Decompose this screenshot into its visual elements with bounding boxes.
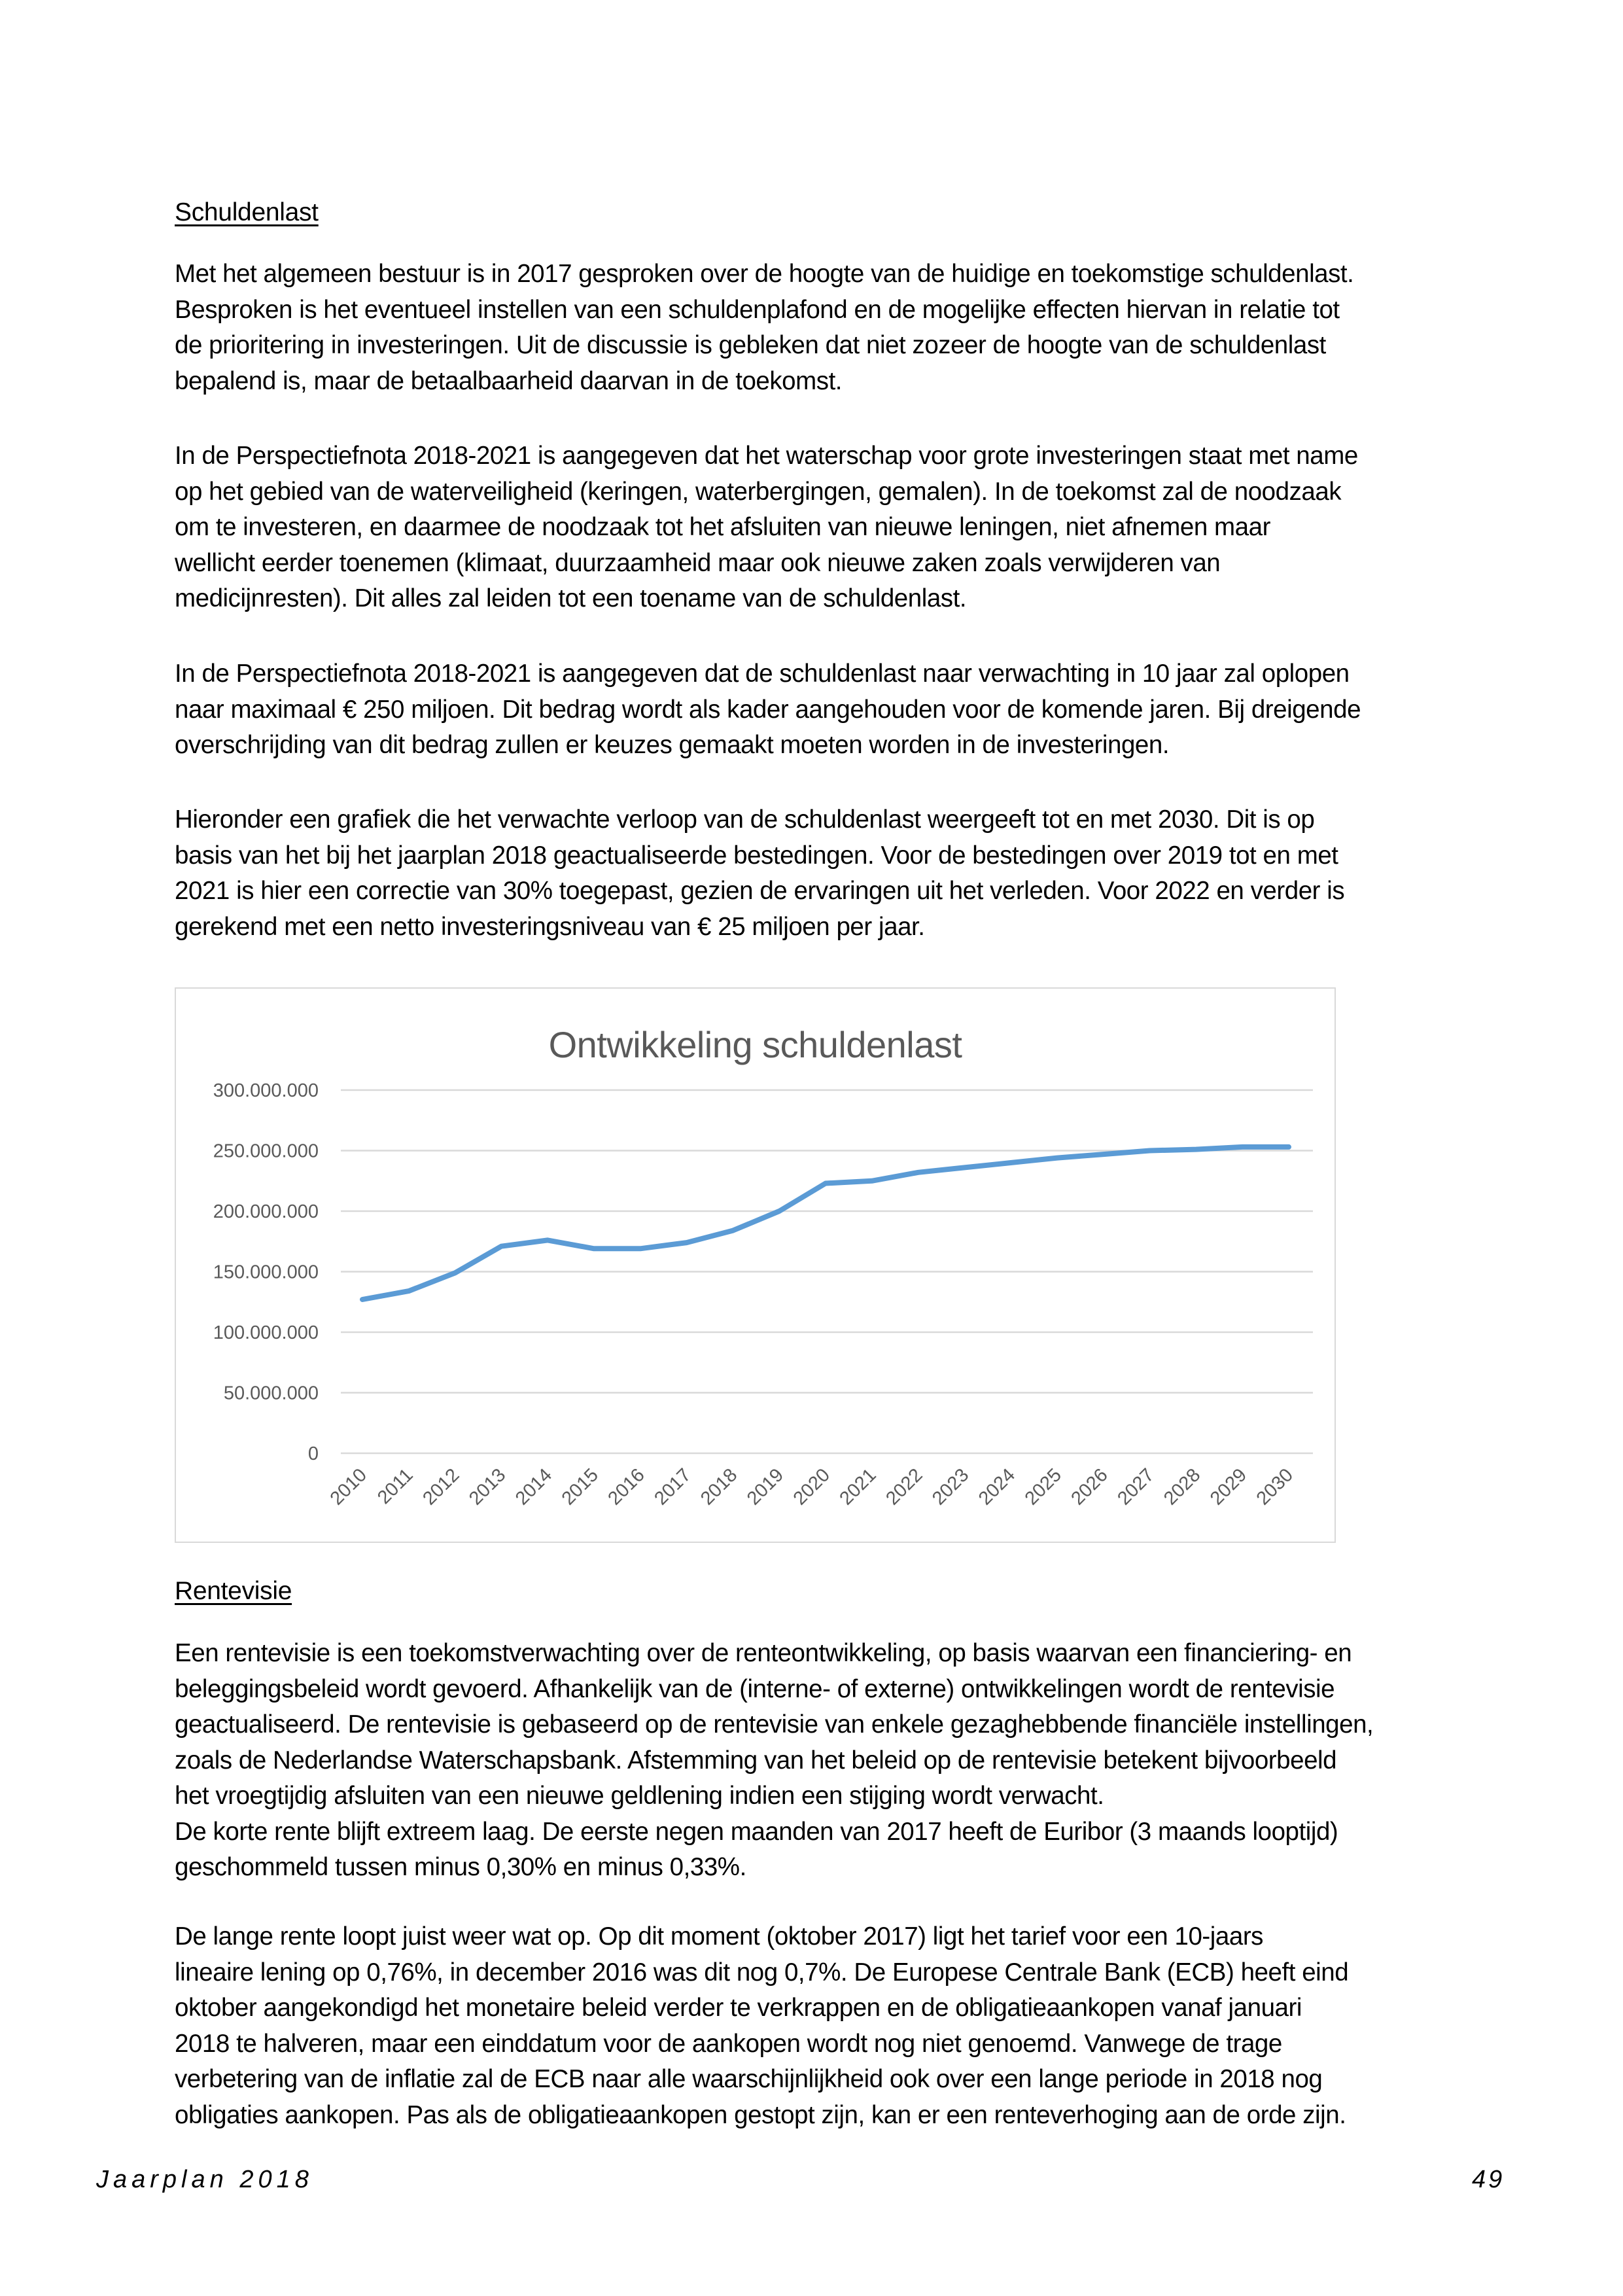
x-axis-tick-label: 2018 bbox=[697, 1464, 742, 1510]
text-line: De lange rente loopt juist weer wat op. Op dit moment (oktober 2017) ligt het tarief voor een 10-jaars bbox=[175, 1922, 1263, 1951]
text-line: Met het algemeen bestuur is in 2017 gesproken over de hoogte van de huidige en toekomstige schuldenlast. bbox=[175, 260, 1354, 288]
paragraph-schuldenlast-1 bbox=[175, 256, 1548, 399]
text-line: wellicht eerder toenemen (klimaat, duurzaamheid maar ook nieuwe zaken zoals verwijderen van bbox=[175, 548, 1221, 577]
y-axis-tick-label: 150.000.000 bbox=[213, 1262, 319, 1283]
x-axis-tick-label: 2028 bbox=[1160, 1464, 1205, 1510]
x-axis-tick-label: 2013 bbox=[465, 1464, 510, 1510]
text-line: de prioritering in investeringen. Uit de discussie is gebleken dat niet zozeer de hoogte van de schuldenlast bbox=[175, 331, 1326, 359]
x-axis-tick-label: 2019 bbox=[742, 1464, 788, 1510]
y-axis-tick-label: 300.000.000 bbox=[213, 1080, 319, 1101]
footer-document-title: Jaarplan 2018 bbox=[96, 2166, 313, 2193]
x-axis-tick-label: 2023 bbox=[928, 1464, 973, 1510]
chart-y-axis-labels bbox=[213, 1080, 319, 1464]
text-line: De korte rente blijft extreem laag. De eerste negen maanden van 2017 heeft de Euribor (3 maands looptijd) bbox=[175, 1817, 1338, 1846]
x-axis-tick-label: 2027 bbox=[1113, 1464, 1159, 1510]
x-axis-tick-label: 2016 bbox=[604, 1464, 649, 1510]
text-line: om te investeren, en daarmee de noodzaak tot het afsluiten van nieuwe leningen, niet afnemen maar bbox=[175, 513, 1270, 541]
x-axis-tick-label: 2022 bbox=[882, 1464, 927, 1510]
text-line: beleggingsbeleid wordt gevoerd. Afhankelijk van de (interne- of externe) ontwikkelingen wordt de rentevisie bbox=[175, 1674, 1335, 1703]
text-line: 2018 te halveren, maar een einddatum voor de aankopen wordt nog niet genoemd. Vanwege de trage bbox=[175, 2029, 1282, 2058]
text-line: Besproken is het eventueel instellen van een schuldenplafond en de mogelijke effecten hiervan in relatie tot bbox=[175, 295, 1340, 324]
text-line: op het gebied van de waterveiligheid (keringen, waterbergingen, gemalen). In de toekomst zal de noodzaak bbox=[175, 477, 1342, 506]
text-line: overschrijding van dit bedrag zullen er keuzes gemaakt moeten worden in de investeringen. bbox=[175, 731, 1170, 759]
text-line: Een rentevisie is een toekomstverwachting over de renteontwikkeling, op basis waarvan een financiering- en bbox=[175, 1639, 1352, 1667]
x-axis-tick-label: 2020 bbox=[789, 1464, 834, 1510]
y-axis-tick-label: 200.000.000 bbox=[213, 1201, 319, 1222]
text-line: 2021 is hier een correctie van 30% toegepast, gezien de ervaringen uit het verleden. Voor 2022 en verder is bbox=[175, 877, 1345, 905]
paragraph-schuldenlast-4 bbox=[175, 802, 1548, 945]
x-axis-tick-label: 2030 bbox=[1252, 1464, 1297, 1510]
text-line: het vroegtijdig afsluiten van een nieuwe geldlening indien een stijging wordt verwacht. bbox=[175, 1782, 1104, 1810]
text-line: Hieronder een grafiek die het verwachte verloop van de schuldenlast weergeeft tot en met 2030. Dit is op bbox=[175, 805, 1315, 834]
chart-series-line bbox=[362, 1147, 1289, 1299]
text-line: lineaire lening op 0,76%, in december 2016 was dit nog 0,7%. De Europese Centrale Bank (ECB) heeft eind bbox=[175, 1958, 1349, 1987]
x-axis-tick-label: 2017 bbox=[650, 1464, 695, 1510]
x-axis-tick-label: 2025 bbox=[1021, 1464, 1066, 1510]
footer-page-number: 49 bbox=[1472, 2166, 1505, 2193]
text-line: oktober aangekondigd het monetaire beleid verder te verkrappen en de obligatieaankopen vanaf januari bbox=[175, 1994, 1302, 2022]
text-line: verbetering van de inflatie zal de ECB naar alle waarschijnlijkheid ook over een lange periode in 2018 nog bbox=[175, 2065, 1323, 2093]
text-line: basis van het bij het jaarplan 2018 geactualiseerde bestedingen. Voor de bestedingen over 2019 tot en met bbox=[175, 841, 1338, 870]
x-axis-tick-label: 2012 bbox=[419, 1464, 464, 1510]
chart-title: Ontwikkeling schuldenlast bbox=[548, 1024, 962, 1065]
x-axis-tick-label: 2021 bbox=[835, 1464, 881, 1510]
y-axis-tick-label: 100.000.000 bbox=[213, 1322, 319, 1343]
x-axis-tick-label: 2014 bbox=[511, 1464, 557, 1510]
text-line: zoals de Nederlandse Waterschapsbank. Afstemming van het beleid op de rentevisie betekent bijvoorbeeld bbox=[175, 1746, 1337, 1775]
x-axis-tick-label: 2015 bbox=[557, 1464, 602, 1510]
section-heading-schuldenlast: Schuldenlast bbox=[175, 198, 319, 226]
y-axis-tick-label: 250.000.000 bbox=[213, 1140, 319, 1162]
paragraph-rentevisie-1 bbox=[175, 1636, 1548, 1886]
text-line: geschommeld tussen minus 0,30% en minus 0,33%. bbox=[175, 1853, 746, 1881]
text-line: naar maximaal € 250 miljoen. Dit bedrag wordt als kader aangehouden voor de komende jaren. Bij dreigende bbox=[175, 695, 1361, 724]
x-axis-tick-label: 2024 bbox=[974, 1464, 1020, 1510]
x-axis-tick-label: 2026 bbox=[1067, 1464, 1112, 1510]
y-axis-tick-label: 0 bbox=[307, 1443, 319, 1464]
y-axis-tick-label: 50.000.000 bbox=[223, 1383, 319, 1404]
paragraph-schuldenlast-3 bbox=[175, 656, 1548, 764]
chart-gridlines bbox=[341, 1090, 1313, 1453]
chart-plot-area bbox=[176, 989, 1335, 1542]
text-line: medicijnresten). Dit alles zal leiden tot een toename van de schuldenlast. bbox=[175, 584, 967, 612]
paragraph-schuldenlast-2 bbox=[175, 438, 1548, 617]
text-line: obligaties aankopen. Pas als de obligatieaankopen gestopt zijn, kan er een renteverhoging aan de orde zijn. bbox=[175, 2100, 1346, 2129]
text-line: In de Perspectiefnota 2018-2021 is aangegeven dat het waterschap voor grote investeringen staat met name bbox=[175, 442, 1358, 470]
text-line: geactualiseerd. De rentevisie is gebaseerd op de rentevisie van enkele gezaghebbende financiële instellingen, bbox=[175, 1710, 1374, 1739]
debt-line-chart bbox=[175, 987, 1336, 1543]
section-heading-rentevisie: Rentevisie bbox=[175, 1577, 292, 1605]
text-line: bepalend is, maar de betaalbaarheid daarvan in de toekomst. bbox=[175, 366, 843, 395]
x-axis-tick-label: 2029 bbox=[1206, 1464, 1251, 1510]
x-axis-tick-label: 2010 bbox=[326, 1464, 371, 1510]
chart-x-axis-labels bbox=[326, 1464, 1297, 1509]
paragraph-rentevisie-2 bbox=[175, 1919, 1548, 2133]
text-line: gerekend met een netto investeringsniveau van € 25 miljoen per jaar. bbox=[175, 912, 925, 941]
text-line: In de Perspectiefnota 2018-2021 is aangegeven dat de schuldenlast naar verwachting in 10 jaar zal oplopen bbox=[175, 660, 1350, 688]
x-axis-tick-label: 2011 bbox=[374, 1464, 417, 1509]
